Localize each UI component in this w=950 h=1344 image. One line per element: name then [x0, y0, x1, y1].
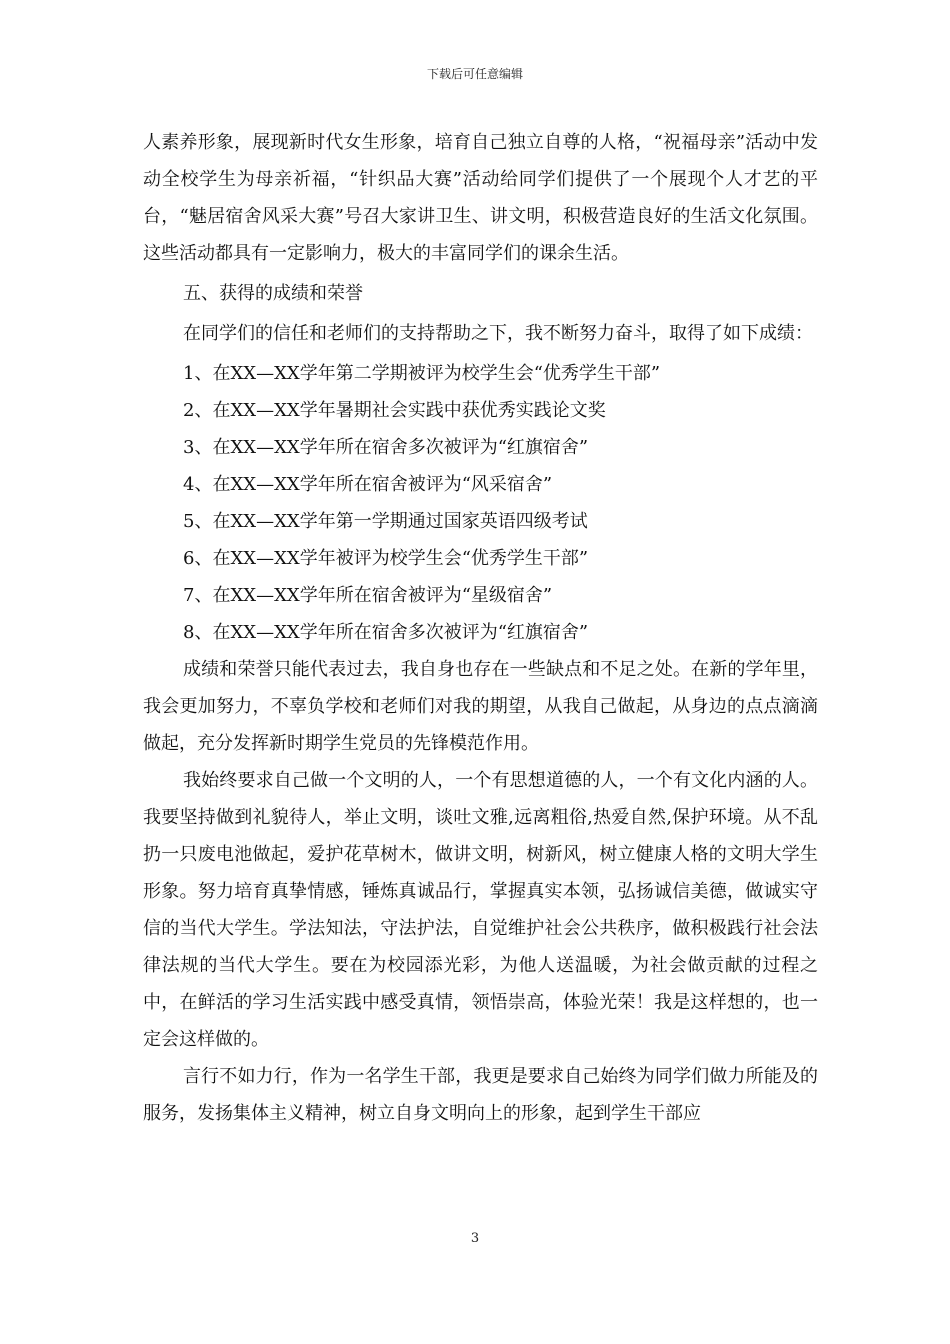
document-body [143, 124, 818, 1132]
paragraph-continuation: 人素养形象，展现新时代女生形象，培育自己独立自尊的人格，“祝福母亲”活动中发动全校学生为母亲祈福，“针织品大赛”活动给同学们提供了一个展现个人才艺的平台，“魅居宿舍风采大赛”号召大家讲卫生、讲文明，积极营造良好的生活文化氛围。这些活动都具有一定影响力，极大的丰富同学们的课余生活。 [143, 132, 818, 264]
list-item: 5、在XX—XX学年第一学期通过国家英语四级考试 [183, 511, 588, 532]
list-item: 6、在XX—XX学年被评为校学生会“优秀学生干部” [183, 548, 589, 569]
list-item: 7、在XX—XX学年所在宿舍被评为“星级宿舍” [183, 585, 553, 606]
paragraph: 在同学们的信任和老师们的支持帮助之下，我不断努力奋斗，取得了如下成绩： [183, 323, 813, 344]
section-heading: 五、获得的成绩和荣誉 [183, 283, 363, 304]
paragraph: 我始终要求自己做一个文明的人，一个有思想道德的人，一个有文化内涵的人。我要坚持做到礼貌待人，举止文明，谈吐文雅,远离粗俗,热爱自然,保护环境。从不乱扔一只废电池做起，爱护花草树木，做讲文明，树新风，树立健康人格的文明大学生形象。努力培育真挚情感，锤炼真诚品行，掌握真实本领，弘扬诚信美德，做诚实守信的当代大学生。学法知法，守法护法，自觉维护社会公共秩序，做积极践行社会法律法规的当代大学生。要在为校园添光彩，为他人送温暖，为社会做贡献的过程之中，在鲜活的学习生活实践中感受真情，领悟崇高，体验光荣！我是这样想的，也一定会这样做的。 [143, 770, 818, 1050]
page-number: 3 [470, 1231, 480, 1246]
list-item: 8、在XX—XX学年所在宿舍多次被评为“红旗宿舍” [183, 622, 589, 643]
list-item: 2、在XX—XX学年暑期社会实践中获优秀实践论文奖 [183, 400, 606, 421]
page-header: 下载后可任意编辑 [426, 67, 523, 81]
paragraph: 成绩和荣誉只能代表过去，我自身也存在一些缺点和不足之处。在新的学年里，我会更加努力，不辜负学校和老师们对我的期望，从我自己做起，从身边的点点滴滴做起，充分发挥新时期学生党员的先锋模范作用。 [143, 659, 818, 754]
list-item: 1、在XX—XX学年第二学期被评为校学生会“优秀学生干部” [183, 363, 661, 384]
list-item: 3、在XX—XX学年所在宿舍多次被评为“红旗宿舍” [183, 437, 589, 458]
list-item: 4、在XX—XX学年所在宿舍被评为“风采宿舍” [183, 474, 553, 495]
paragraph: 言行不如力行，作为一名学生干部，我更是要求自己始终为同学们做力所能及的服务，发扬集体主义精神，树立自身文明向上的形象，起到学生干部应 [143, 1066, 818, 1124]
